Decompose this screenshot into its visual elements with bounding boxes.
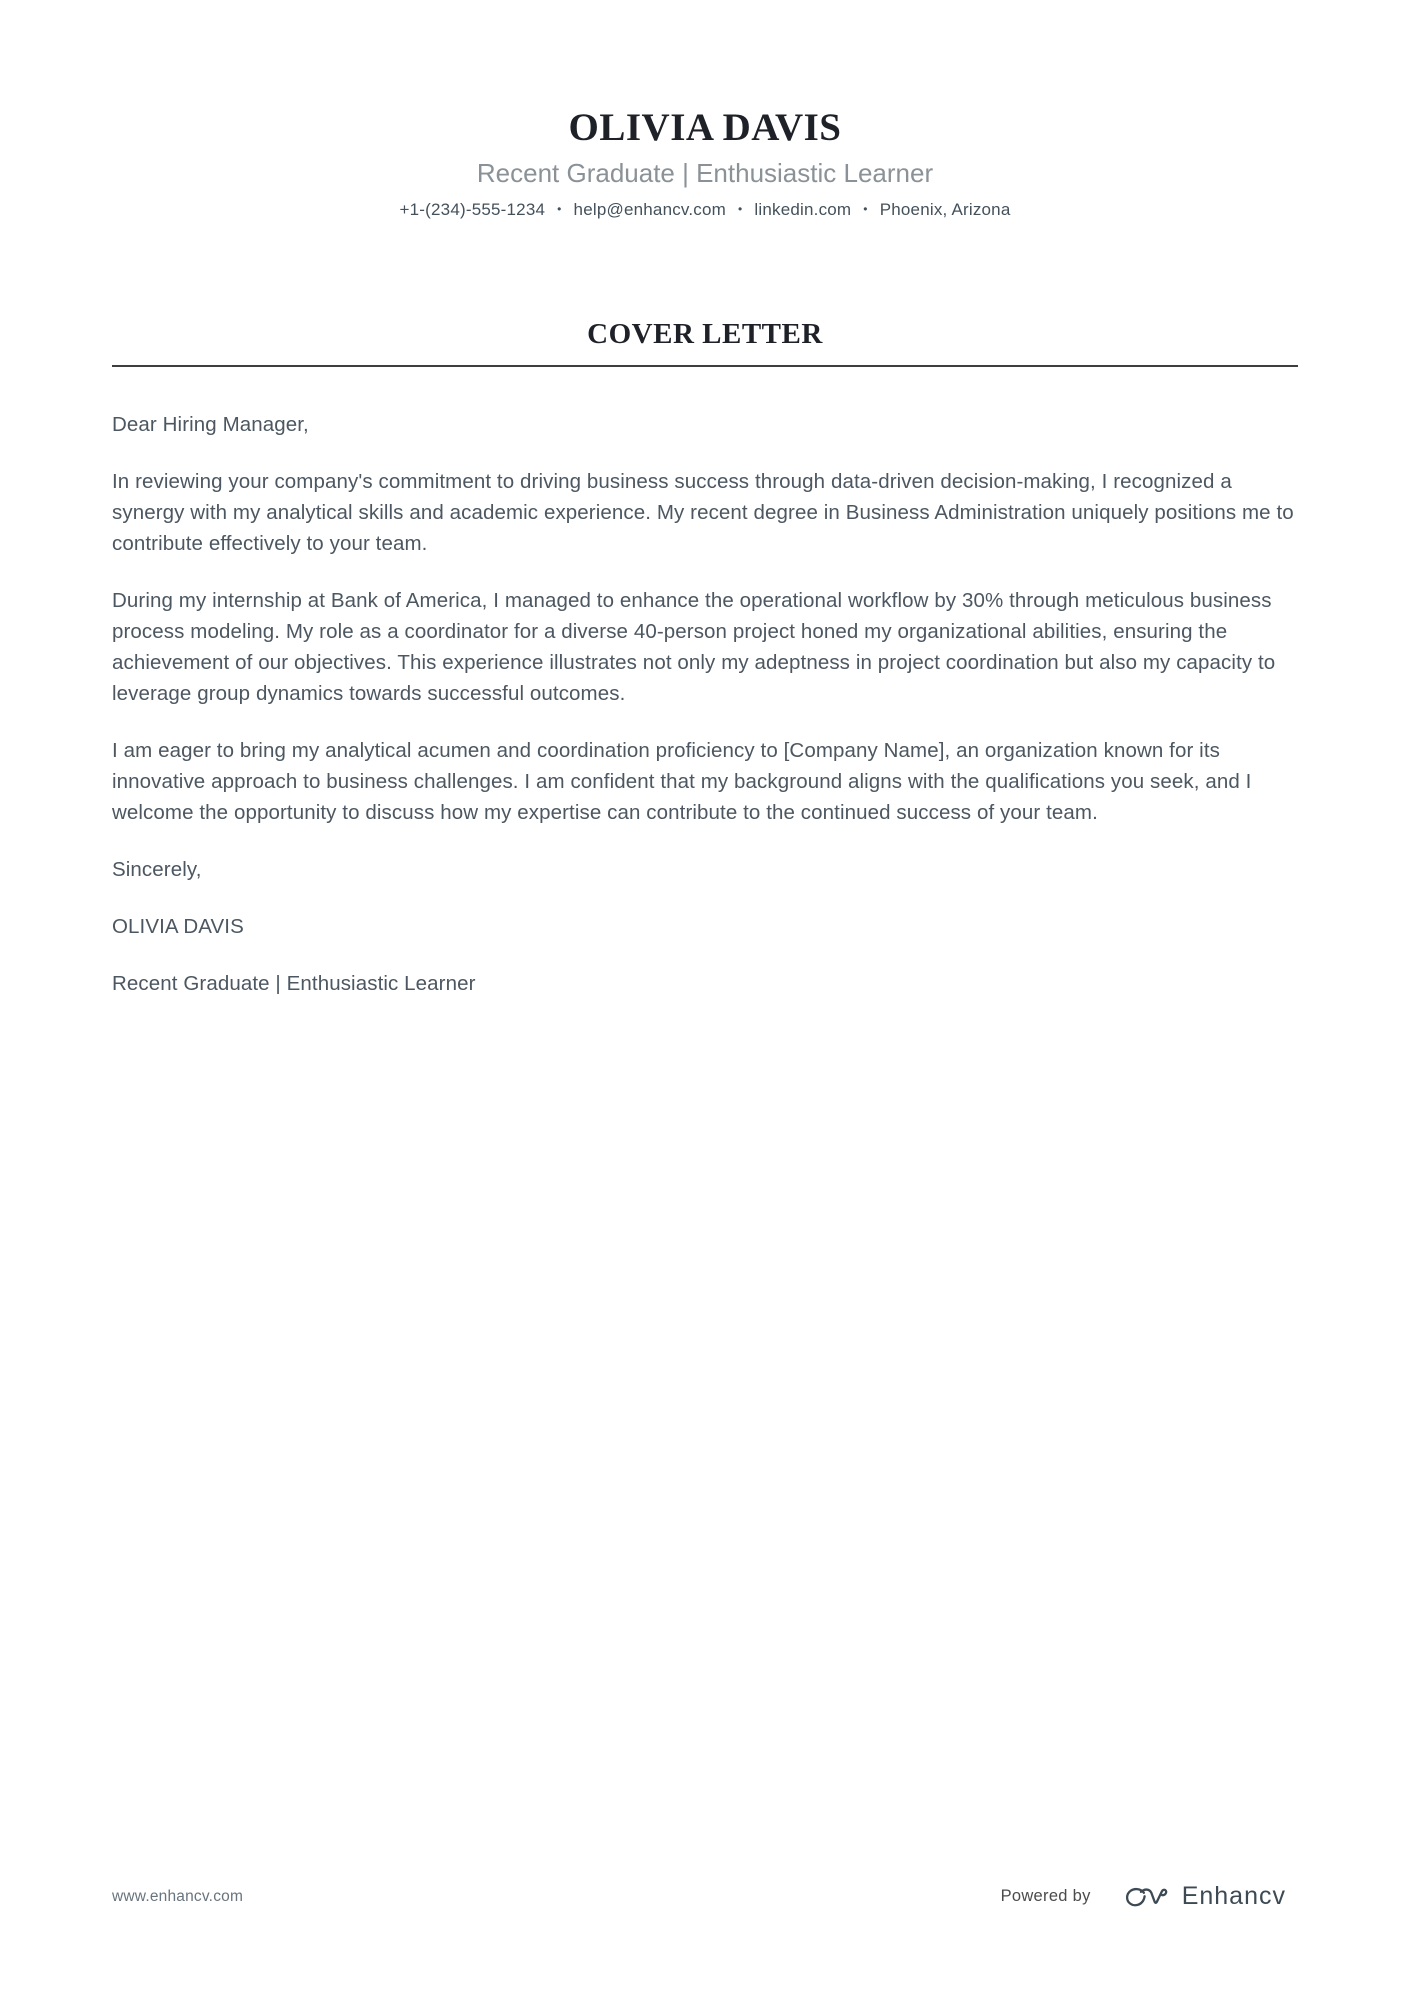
letter-paragraph: I am eager to bring my analytical acumen and coordination proficiency to [Company Name], an organization known for its innovative approach to business challenges. I am confident that my background aligns with the qualifications you seek, and I welcome the opportunity to discuss how my expertise can contribute to the continued success of your team. <box>112 738 1252 824</box>
contact-linkedin-link[interactable]: linkedin.com <box>754 199 852 219</box>
person-headline: Recent Graduate | Enthusiastic Learner <box>476 157 934 188</box>
letter-header <box>112 106 1298 221</box>
title-divider <box>112 365 1298 367</box>
closing: Sincerely, <box>112 857 202 881</box>
enhancv-logo-icon <box>1121 1884 1169 1910</box>
page-footer <box>112 1882 1286 1911</box>
enhancv-wordmark: Enhancv <box>1181 1882 1286 1910</box>
contact-email-link[interactable]: help@enhancv.com <box>573 199 726 219</box>
powered-by-group <box>1001 1882 1286 1911</box>
contact-phone: +1-(234)-555-1234 <box>399 199 546 219</box>
letter-body <box>112 318 1298 999</box>
cover-letter-title: COVER LETTER <box>587 317 823 350</box>
signature-name: OLIVIA DAVIS <box>112 914 244 938</box>
bullet-separator-icon: • <box>557 201 562 216</box>
letter-paragraph: In reviewing your company's commitment to driving business success through data-driven decision-making, I recognized a synergy with my analytical skills and academic experience. My recent degree in Business Administration uniquely positions me to contribute effectively to your team. <box>112 469 1294 555</box>
letter-paragraph: During my internship at Bank of America, I managed to enhance the operational workflow by 30% through meticulous business process modeling. My role as a coordinator for a diverse 40-person project honed my organizational abilities, ensuring the achievement of our objectives. This experience illustrates not only my adeptness in project coordination but also my capacity to leverage group dynamics towards successful outcomes. <box>112 588 1276 705</box>
bullet-separator-icon: • <box>863 201 868 216</box>
bullet-separator-icon: • <box>738 201 743 216</box>
contact-line <box>112 199 1298 221</box>
salutation: Dear Hiring Manager, <box>112 412 309 436</box>
contact-location: Phoenix, Arizona <box>879 199 1011 219</box>
person-name: OLIVIA DAVIS <box>568 106 842 149</box>
enhancv-brand-link[interactable] <box>1121 1882 1286 1911</box>
signature-role: Recent Graduate | Enthusiastic Learner <box>112 971 476 995</box>
powered-by-label: Powered by <box>1000 1887 1091 1905</box>
website-link[interactable]: www.enhancv.com <box>112 1887 244 1905</box>
